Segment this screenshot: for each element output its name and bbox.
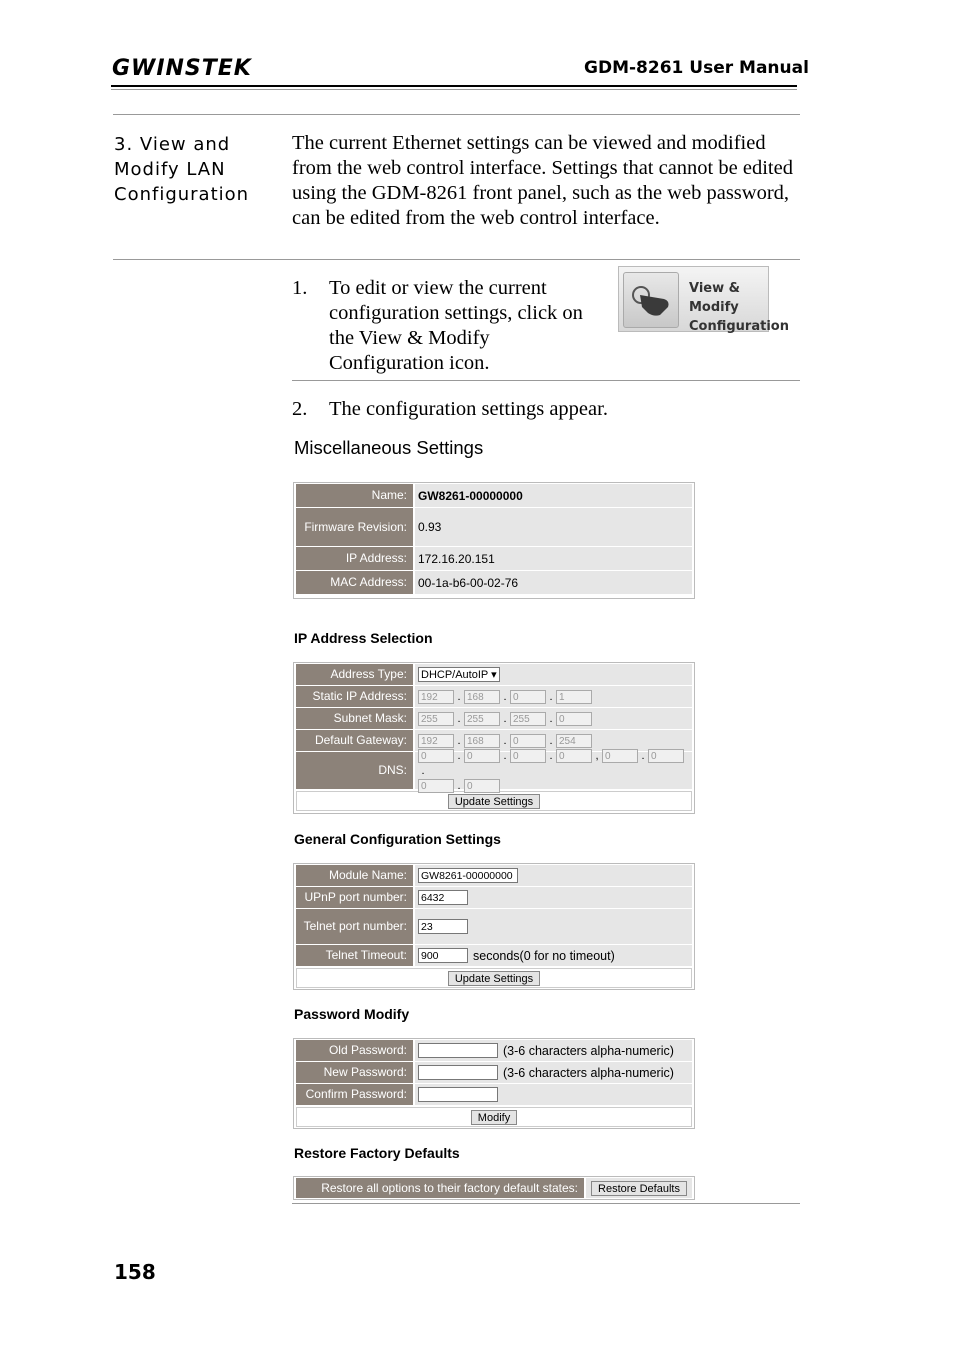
password-table [293, 1038, 695, 1129]
table-row: MAC Address: 00-1a-b6-00-02-76 [294, 571, 694, 594]
telnet-timeout-input[interactable]: 900 [418, 948, 468, 963]
view-modify-config-icon[interactable] [618, 266, 789, 334]
restore-table [293, 1176, 695, 1200]
old-password-input[interactable] [418, 1043, 498, 1058]
gateway-octet-3[interactable]: 0 [510, 734, 546, 748]
subnet-octet-3[interactable]: 255 [510, 712, 546, 726]
confirm-password-input[interactable] [418, 1087, 498, 1102]
misc-settings-title: Miscellaneous Settings [294, 437, 484, 458]
gateway-octet-4[interactable]: 254 [556, 734, 592, 748]
password-modify-title: Password Modify [294, 1006, 410, 1022]
table-row: Subnet Mask: 255 . 255 . 255 . 0 [294, 708, 694, 729]
telnet-port-input[interactable]: 23 [418, 919, 468, 934]
step-text: The configuration settings appear. [329, 398, 608, 420]
table-row: Telnet Timeout: 900 seconds(0 for no timeout) [294, 945, 694, 966]
section-divider [113, 259, 800, 260]
table-row: Address Type: DHCP/AutoIP ▾ [294, 664, 694, 685]
header-rule-thin [111, 89, 797, 90]
table-row: IP Address: 172.16.20.151 [294, 547, 694, 570]
dns-field[interactable]: 0 [464, 749, 500, 763]
table-row: Restore all options to their factory default states: Restore Defaults [294, 1178, 694, 1198]
subnet-octet-2[interactable]: 255 [464, 712, 500, 726]
table-row: Module Name: GW8261-00000000 [294, 865, 694, 886]
table-row: Static IP Address: 192 . 168 . 0 . 1 [294, 686, 694, 707]
dns-field[interactable]: 0 [648, 749, 684, 763]
dns-field[interactable]: 0 [556, 749, 592, 763]
restore-defaults-title: Restore Factory Defaults [294, 1145, 460, 1161]
upnp-port-input[interactable]: 6432 [418, 890, 468, 905]
bottom-rule [292, 1203, 800, 1204]
step-number: 2. [292, 398, 308, 420]
dropdown-arrow-icon: ▾ [491, 669, 497, 681]
section-heading: 3. View and Modify LAN Configuration [114, 134, 250, 205]
gateway-octet-2[interactable]: 168 [464, 734, 500, 748]
timeout-note: seconds(0 for no timeout) [473, 948, 615, 963]
subnet-octet-1[interactable]: 255 [418, 712, 454, 726]
general-config-table [293, 863, 695, 990]
header-rule [111, 85, 797, 87]
manual-title: GDM-8261 User Manual [584, 58, 809, 78]
misc-settings-table [293, 482, 695, 599]
step-divider [292, 380, 800, 381]
table-row: Telnet port number: 23 [294, 909, 694, 944]
table-row: UPnP port number: 6432 [294, 887, 694, 908]
static-ip-octet-2[interactable]: 168 [464, 690, 500, 704]
subnet-octet-4[interactable]: 0 [556, 712, 592, 726]
modify-button[interactable]: Modify [471, 1110, 517, 1125]
restore-defaults-button[interactable]: Restore Defaults [591, 1181, 687, 1196]
module-name-input[interactable]: GW8261-00000000 [418, 868, 518, 883]
table-row: Confirm Password: [294, 1084, 694, 1105]
password-note: (3-6 characters alpha-numeric) [503, 1065, 674, 1080]
pointing-hand-icon [623, 272, 679, 328]
icon-label: View & Modify Configuration [689, 281, 789, 334]
update-settings-button[interactable]: Update Settings [448, 794, 540, 809]
table-row: DNS: 0 . 0 . 0 . 0 , 0 . 0. 0 . 0 [294, 752, 694, 789]
gwinstek-logo: GWINSTEK [112, 56, 252, 81]
section-paragraph: The current Ethernet settings can be viewed and modified from the web control interface. Settings that cannot be edited using the GDM-8261 front panel, such as the web password, can be edited from the web control interface. [292, 132, 793, 229]
update-settings-button[interactable]: Update Settings [448, 971, 540, 986]
step-number: 1. [292, 277, 308, 299]
static-ip-octet-4[interactable]: 1 [556, 690, 592, 704]
step-text: To edit or view the current configuration settings, click on the View & Modify Configuration icon. [329, 277, 583, 374]
address-type-select[interactable]: DHCP/AutoIP ▾ [418, 667, 500, 682]
dns-field[interactable]: 0 [464, 779, 500, 793]
gateway-octet-1[interactable]: 192 [418, 734, 454, 748]
section-top-rule [113, 114, 800, 115]
page-number: 158 [114, 1260, 156, 1284]
dns-field[interactable]: 0 [418, 749, 454, 763]
table-row: Old Password: (3-6 characters alpha-numeric) [294, 1040, 694, 1061]
ip-selection-title: IP Address Selection [294, 630, 433, 646]
general-config-title: General Configuration Settings [294, 831, 501, 847]
password-note: (3-6 characters alpha-numeric) [503, 1043, 674, 1058]
table-row: Default Gateway: 192 . 168 . 0 . 254 [294, 730, 694, 751]
static-ip-octet-1[interactable]: 192 [418, 690, 454, 704]
table-row: Firmware Revision: 0.93 [294, 508, 694, 546]
dns-field[interactable]: 0 [418, 779, 454, 793]
dns-field[interactable]: 0 [602, 749, 638, 763]
new-password-input[interactable] [418, 1065, 498, 1080]
table-row: New Password: (3-6 characters alpha-numeric) [294, 1062, 694, 1083]
table-row: Name: GW8261-00000000 [294, 484, 694, 507]
dns-field[interactable]: 0 [510, 749, 546, 763]
static-ip-octet-3[interactable]: 0 [510, 690, 546, 704]
ip-selection-table [293, 662, 695, 814]
